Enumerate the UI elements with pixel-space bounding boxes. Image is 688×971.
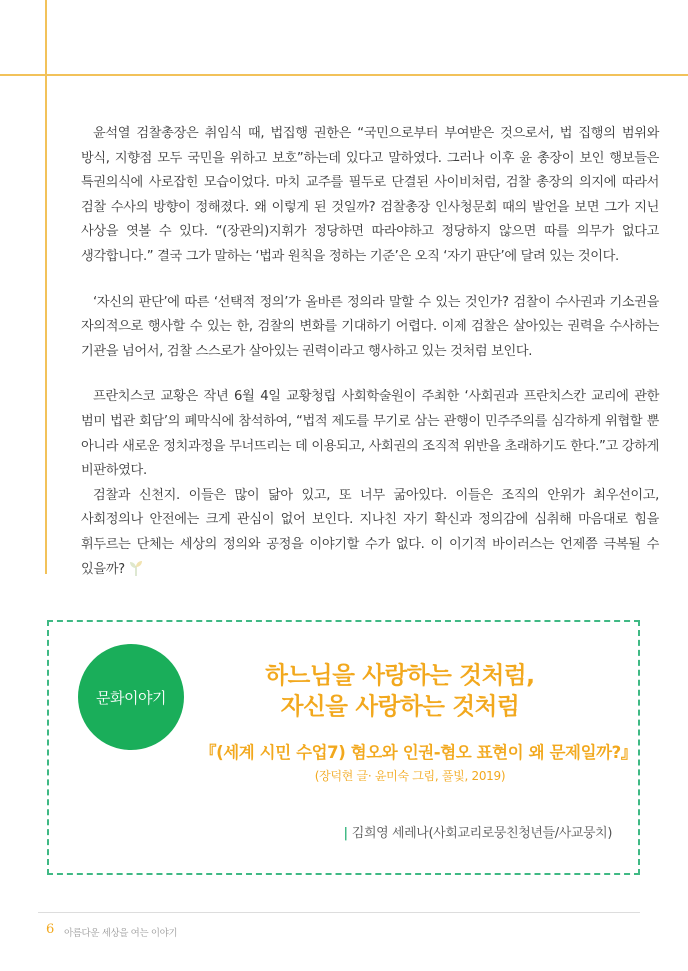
paragraph-4-text: 검찰과 신천지. 이들은 많이 닮아 있고, 또 너무 굶아있다. 이들은 조직의 안위가 최우선이고, 사회정의나 안전에는 크게 관심이 없어 보인다. 지나친 자기 확신과 정의감에 심취해 마음대로 힘을 휘두르는 단체는 세상의 정의와 공정을 이야기할 수가 없다. 이 이기적 바이러스는 언제쯤 극복될 수 있을까? xyxy=(81,487,659,577)
article-body xyxy=(81,122,659,582)
decorative-vertical-line xyxy=(45,0,47,574)
paragraph-4 xyxy=(81,484,659,582)
decorative-horizontal-line xyxy=(0,74,688,76)
category-badge xyxy=(78,644,184,750)
footer-divider xyxy=(38,912,640,913)
author-credit xyxy=(300,822,612,841)
page-number: 6 xyxy=(46,922,55,937)
feature-title xyxy=(220,660,580,722)
paragraph-1: 윤석열 검찰총장은 취임식 때, 법집행 권한은 “국민으로부터 부여받은 것으로서, 법 집행의 범위와 방식, 지향점 모두 국민을 위하고 보호”하는데 있다고 말하였다. 그러나 이후 윤 총장이 보인 행보들은 특권의식에 사로잡힌 모습이었다. 마치 교주를 필두로 단결된 사이비처럼, 검찰 총장의 의지에 따라서 검찰 수사의 방향이 정해졌다. 왜 이렇게 된 것일까? 검찰총장 인사청문회 때의 발언을 보면 그가 지닌 사상을 엿볼 수 있다. “(장관의)지휘가 정당하면 따라야하고 정당하지 않으면 따를 의무가 없다고 생각합니다.” 결국 그가 말하는 ‘법과 원칙을 정하는 기준’은 오직 ‘자기 판단’에 달려 있는 것이다. xyxy=(81,126,659,264)
author-name: 김희영 세레나(사회교리로뭉친청년들/사교뭉치) xyxy=(351,826,612,841)
paragraph-3: 프란치스코 교황은 작년 6월 4일 교황청립 사회학술원이 주최한 ‘사회권과 프란치스칸 교리에 관한 범미 법관 회담’의 폐막식에 참석하여, “법적 제도를 무기로 삼는 관행이 민주주의를 심각하게 위협할 뿐 아니라 새로운 정치과정을 무너뜨리는 데 이용되고, 사회권의 조직적 위반을 초래하기도 한다.”고 강하게 비판하였다. xyxy=(81,389,659,479)
paragraph-2: ‘자신의 판단’에 따른 ‘선택적 정의’가 올바른 정의라 말할 수 있는 것인가? 검찰이 수사권과 기소권을 자의적으로 행사할 수 있는 한, 검찰의 변화를 기대하기 어렵다. 이제 검찰은 살아있는 권력을 수사하는 기관을 넘어서, 검찰 스스로가 살아있는 권력이라고 행사하고 있는 것처럼 보인다. xyxy=(81,294,659,359)
category-label: 문화이야기 xyxy=(96,688,166,707)
feature-title-line-2: 자신을 사랑하는 것처럼 xyxy=(280,692,520,720)
publication-info: (장덕현 글· 윤미숙 그림, 풀빛, 2019) xyxy=(314,769,506,783)
author-bar-mark: | xyxy=(343,826,348,841)
book-title: 『(세계 시민 수업7) 혐오와 인권-혐오 표현이 왜 문제일까?』 xyxy=(200,743,637,762)
feature-title-line-1: 하느님을 사랑하는 것처럼, xyxy=(265,661,535,689)
magazine-name: 아름다운 세상을 여는 이야기 xyxy=(64,928,178,939)
sprout-end-mark-icon xyxy=(127,559,145,577)
